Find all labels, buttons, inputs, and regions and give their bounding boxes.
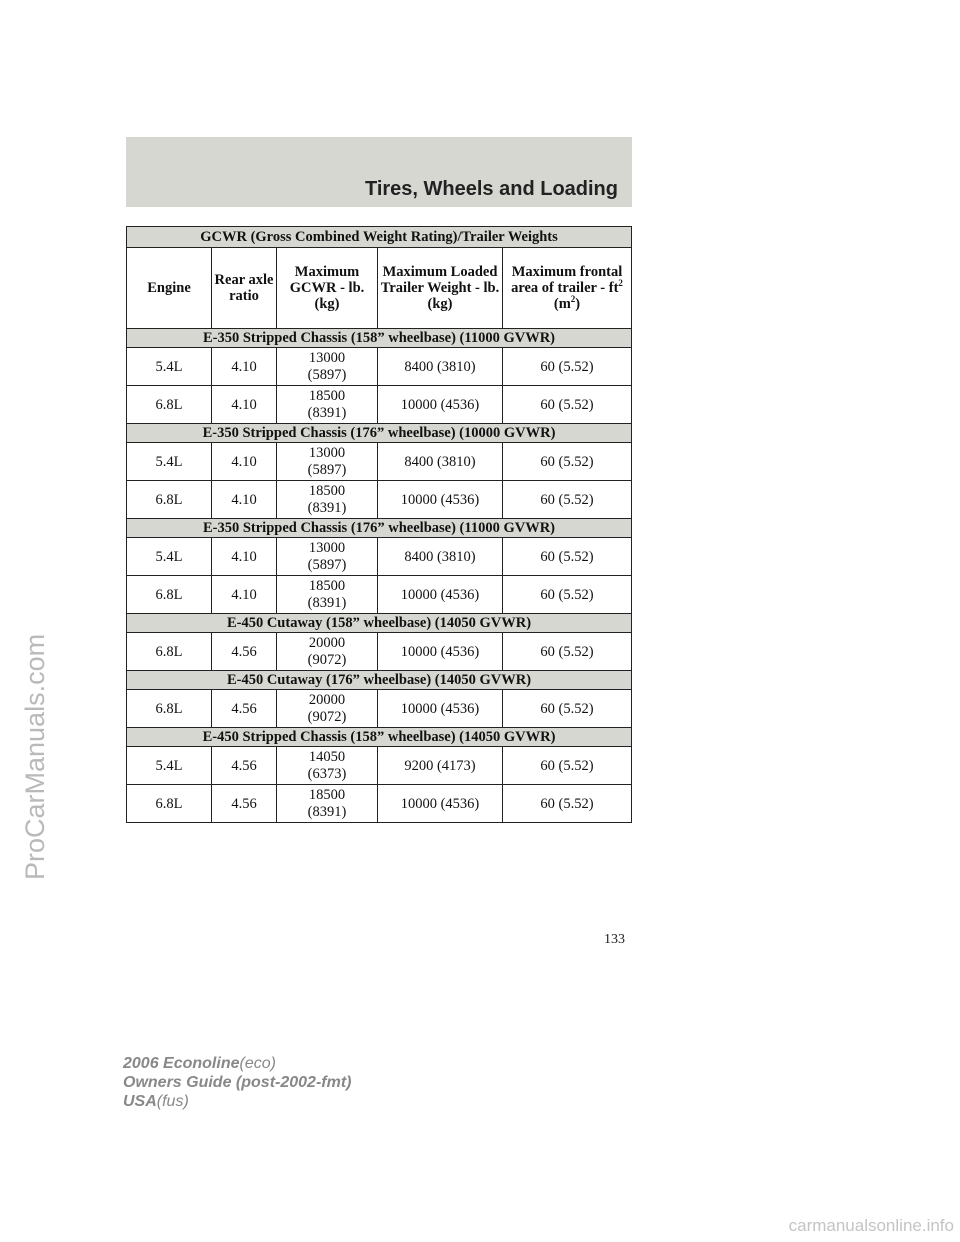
table-body — [127, 329, 632, 823]
frontal-area-label: Maximum frontal area of trailer - ft — [511, 264, 623, 296]
group-title: E-350 Stripped Chassis (176” wheelbase) (11000 GVWR) — [127, 519, 632, 538]
document-footer — [123, 1054, 351, 1111]
cell-engine: 6.8L — [127, 576, 212, 614]
column-header-axle-ratio: Rear axle ratio — [212, 248, 277, 329]
gcwr-kg: (5897) — [307, 556, 347, 573]
table-title: GCWR (Gross Combined Weight Rating)/Trailer Weights — [127, 227, 632, 248]
frontal-area-unit-close: ) — [575, 296, 581, 312]
cell-max-gcwr — [277, 538, 378, 576]
table-row — [127, 386, 632, 424]
group-title: E-450 Cutaway (176” wheelbase) (14050 GVWR) — [127, 671, 632, 690]
cell-max-trailer-weight: 10000 (4536) — [378, 481, 503, 519]
footer-line-1 — [123, 1054, 351, 1073]
gcwr-table — [126, 226, 632, 823]
frontal-area-unit-sup: 2 — [570, 294, 576, 305]
cell-frontal-area: 60 (5.52) — [503, 747, 632, 785]
gcwr-kg: (8391) — [307, 594, 347, 611]
cell-max-trailer-weight: 10000 (4536) — [378, 785, 503, 823]
cell-max-trailer-weight: 8400 (3810) — [378, 443, 503, 481]
cell-axle-ratio: 4.10 — [212, 386, 277, 424]
cell-frontal-area: 60 (5.52) — [503, 348, 632, 386]
group-title: E-450 Cutaway (158” wheelbase) (14050 GVWR) — [127, 614, 632, 633]
footer-line-3 — [123, 1092, 351, 1111]
gcwr-lb: 13000 — [308, 539, 346, 556]
group-title: E-450 Stripped Chassis (158” wheelbase) (14050 GVWR) — [127, 728, 632, 747]
cell-max-gcwr — [277, 690, 378, 728]
bottom-watermark: carmanualsonline.info — [788, 1216, 954, 1235]
cell-axle-ratio: 4.56 — [212, 690, 277, 728]
gcwr-table-container — [126, 226, 632, 823]
cell-frontal-area: 60 (5.52) — [503, 576, 632, 614]
cell-axle-ratio: 4.56 — [212, 747, 277, 785]
group-header-row — [127, 614, 632, 633]
table-row — [127, 443, 632, 481]
gcwr-kg: (5897) — [307, 461, 347, 478]
cell-frontal-area: 60 (5.52) — [503, 481, 632, 519]
table-title-row — [127, 227, 632, 248]
cell-max-gcwr — [277, 633, 378, 671]
footer-guide: Owners Guide (post-2002-fmt) — [123, 1074, 352, 1091]
footer-line-2 — [123, 1073, 351, 1092]
gcwr-lb: 18500 — [308, 387, 346, 404]
cell-axle-ratio: 4.10 — [212, 576, 277, 614]
cell-engine: 6.8L — [127, 386, 212, 424]
cell-engine: 5.4L — [127, 348, 212, 386]
cell-frontal-area: 60 (5.52) — [503, 538, 632, 576]
cell-axle-ratio: 4.56 — [212, 785, 277, 823]
gcwr-lb: 18500 — [308, 482, 346, 499]
table-row — [127, 348, 632, 386]
group-header-row — [127, 671, 632, 690]
table-row — [127, 690, 632, 728]
page-number: 133 — [604, 932, 625, 947]
column-header-max-trailer-weight: Maximum Loaded Trailer Weight - lb. (kg) — [378, 248, 503, 329]
column-header-frontal-area — [503, 248, 632, 329]
cell-max-trailer-weight: 10000 (4536) — [378, 576, 503, 614]
gcwr-lb: 18500 — [308, 577, 346, 594]
section-title: Tires, Wheels and Loading — [364, 178, 618, 200]
gcwr-lb: 20000 — [308, 634, 346, 651]
group-title: E-350 Stripped Chassis (176” wheelbase) (10000 GVWR) — [127, 424, 632, 443]
cell-max-trailer-weight: 10000 (4536) — [378, 690, 503, 728]
cell-engine: 5.4L — [127, 443, 212, 481]
cell-max-gcwr — [277, 386, 378, 424]
gcwr-kg: (8391) — [307, 404, 347, 421]
cell-axle-ratio: 4.10 — [212, 481, 277, 519]
cell-frontal-area: 60 (5.52) — [503, 386, 632, 424]
cell-max-gcwr — [277, 576, 378, 614]
group-header-row — [127, 329, 632, 348]
group-header-row — [127, 424, 632, 443]
gcwr-kg: (5897) — [307, 366, 347, 383]
section-header-bar — [126, 137, 632, 207]
gcwr-lb: 20000 — [308, 691, 346, 708]
frontal-area-sup: 2 — [618, 278, 623, 289]
gcwr-kg: (9072) — [307, 651, 347, 668]
cell-engine: 6.8L — [127, 481, 212, 519]
gcwr-lb: 13000 — [308, 444, 346, 461]
table-row — [127, 481, 632, 519]
footer-region-code: (fus) — [156, 1093, 189, 1110]
column-header-row — [127, 248, 632, 329]
footer-region: USA — [123, 1093, 157, 1110]
frontal-area-unit-open: (m — [553, 296, 571, 312]
cell-engine: 5.4L — [127, 538, 212, 576]
table-row — [127, 633, 632, 671]
cell-max-trailer-weight: 10000 (4536) — [378, 633, 503, 671]
gcwr-lb: 13000 — [308, 349, 346, 366]
gcwr-lb: 18500 — [308, 786, 346, 803]
gcwr-lb: 14050 — [308, 748, 346, 765]
table-row — [127, 785, 632, 823]
cell-max-gcwr — [277, 785, 378, 823]
cell-max-gcwr — [277, 443, 378, 481]
cell-axle-ratio: 4.10 — [212, 538, 277, 576]
cell-max-gcwr — [277, 747, 378, 785]
cell-axle-ratio: 4.10 — [212, 443, 277, 481]
cell-engine: 6.8L — [127, 633, 212, 671]
column-header-engine: Engine — [127, 248, 212, 329]
group-header-row — [127, 728, 632, 747]
footer-model-code: (eco) — [239, 1055, 276, 1072]
table-row — [127, 538, 632, 576]
cell-max-trailer-weight: 8400 (3810) — [378, 538, 503, 576]
cell-engine: 6.8L — [127, 785, 212, 823]
cell-frontal-area: 60 (5.52) — [503, 690, 632, 728]
gcwr-kg: (8391) — [307, 803, 347, 820]
cell-engine: 6.8L — [127, 690, 212, 728]
cell-axle-ratio: 4.56 — [212, 633, 277, 671]
footer-model: 2006 Econoline — [123, 1055, 240, 1072]
cell-engine: 5.4L — [127, 747, 212, 785]
group-title: E-350 Stripped Chassis (158” wheelbase) (11000 GVWR) — [127, 329, 632, 348]
cell-max-trailer-weight: 9200 (4173) — [378, 747, 503, 785]
table-row — [127, 747, 632, 785]
gcwr-kg: (8391) — [307, 499, 347, 516]
column-header-max-gcwr: Maximum GCWR - lb. (kg) — [277, 248, 378, 329]
cell-max-trailer-weight: 10000 (4536) — [378, 386, 503, 424]
gcwr-kg: (6373) — [307, 765, 347, 782]
cell-max-trailer-weight: 8400 (3810) — [378, 348, 503, 386]
cell-frontal-area: 60 (5.52) — [503, 443, 632, 481]
cell-frontal-area: 60 (5.52) — [503, 633, 632, 671]
group-header-row — [127, 519, 632, 538]
cell-axle-ratio: 4.10 — [212, 348, 277, 386]
cell-frontal-area: 60 (5.52) — [503, 785, 632, 823]
cell-max-gcwr — [277, 348, 378, 386]
side-watermark: ProCarManuals.com — [20, 633, 50, 880]
cell-max-gcwr — [277, 481, 378, 519]
gcwr-kg: (9072) — [307, 708, 347, 725]
table-row — [127, 576, 632, 614]
